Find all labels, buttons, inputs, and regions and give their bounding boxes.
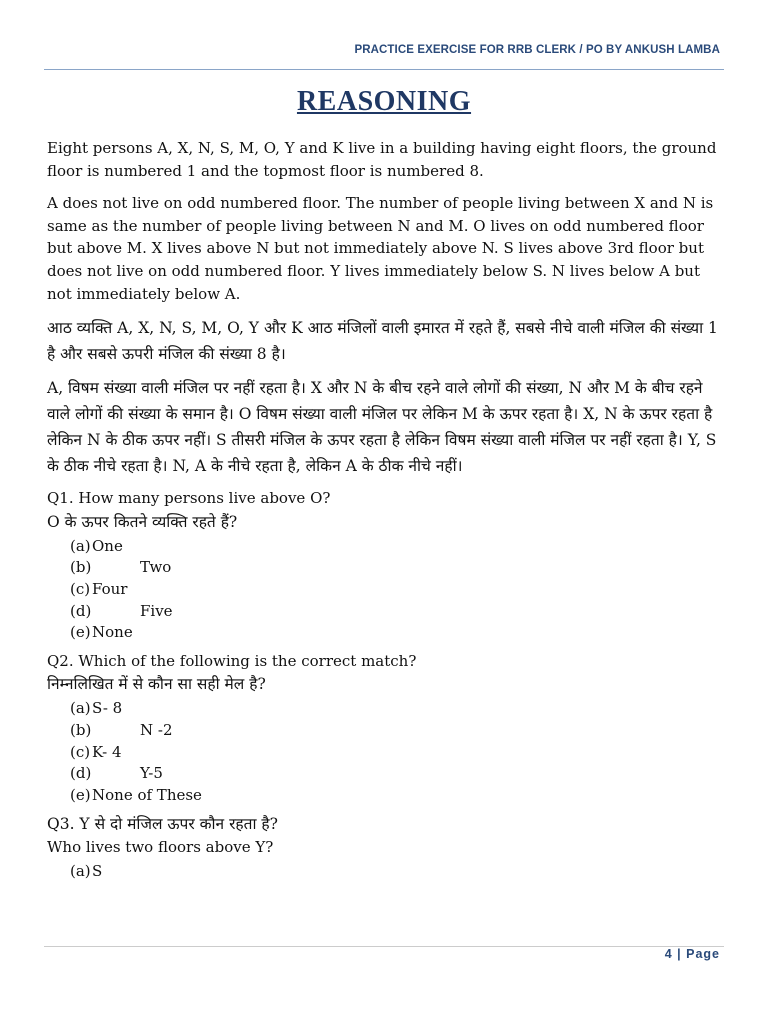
option-text: Five xyxy=(140,601,173,620)
option-item: (a) S xyxy=(70,861,727,883)
option-item: (d) Y-5 xyxy=(70,763,727,785)
option-item: (e) None of These xyxy=(70,785,727,807)
option-text: None of These xyxy=(92,785,202,804)
page-number: 4 xyxy=(664,947,673,961)
option-text: Two xyxy=(140,558,172,577)
option-text: Four xyxy=(92,579,128,598)
option-item: (b) N -2 xyxy=(70,720,727,742)
option-item: (a) One xyxy=(70,536,727,558)
page-title: REASONING xyxy=(296,86,472,117)
option-item: (b) Two xyxy=(70,557,727,579)
option-text: Y-5 xyxy=(140,764,163,783)
option-item: (c) Four xyxy=(70,579,727,601)
question-1-hi: O के ऊपर कितने व्यक्ति रहते हैं? xyxy=(47,512,238,531)
option-item: (a) S- 8 xyxy=(70,698,727,720)
question-1-options xyxy=(70,536,727,644)
option-item: (d) Five xyxy=(70,601,727,623)
page-footer xyxy=(44,947,720,961)
footer-separator: | xyxy=(677,947,682,961)
question-1-en: Q1. How many persons live above O? xyxy=(47,489,331,508)
intro-paragraph-hi: आठ व्यक्ति A, X, N, S, M, O, Y और K आठ मंजिलों वाली इमारत में रहते हैं, सबसे नीचे वाली मंजिल की संख्या 1 है और सबसे ऊपरी मंजिल की संख्या 8 है। xyxy=(47,319,718,364)
question-2-en: Q2. Which of the following is the correct match? xyxy=(47,651,417,670)
option-text: N -2 xyxy=(140,720,173,739)
document-body xyxy=(47,137,727,888)
intro-paragraph-en: Eight persons A, X, N, S, M, O, Y and K live in a building having eight floors, the ground floor is numbered 1 and the topmost floor is numbered 8. xyxy=(47,139,717,180)
question-2-hi: निम्नलिखित में से कौन सा सही मेल है? xyxy=(47,675,266,694)
option-text: None xyxy=(92,623,133,642)
option-text: K- 4 xyxy=(92,742,122,761)
option-text: S xyxy=(92,861,103,880)
option-text: S- 8 xyxy=(92,699,123,718)
page-header: PRACTICE EXERCISE FOR RRB CLERK / PO BY ANKUSH LAMBA xyxy=(354,44,720,56)
question-3-en: Who lives two floors above Y? xyxy=(47,838,274,857)
conditions-paragraph-en: A does not live on odd numbered floor. The number of people living between X and N is same as the number of people living between N and M. O lives on odd numbered floor but above M. X lives above N but not immediately above N. S lives above 3rd floor but does not live on odd numbered floor. Y lives immediately below S. N lives below A but not immediately below A. xyxy=(47,194,714,303)
question-3-options xyxy=(70,861,727,883)
header-divider xyxy=(44,69,724,70)
option-item: (e) None xyxy=(70,622,727,644)
option-text: One xyxy=(92,536,123,555)
question-3-hi: Q3. Y से दो मंजिल ऊपर कौन रहता है? xyxy=(47,815,278,834)
option-item: (c) K- 4 xyxy=(70,742,727,764)
page-word: Page xyxy=(686,947,720,961)
conditions-paragraph-hi: A, विषम संख्या वाली मंजिल पर नहीं रहता है। X और N के बीच रहने वाले लोगों की संख्या, N और M के बीच रहने वाले लोगों की संख्या के समान है। O विषम संख्या वाली मंजिल पर लेकिन M के ऊपर रहता है। X, N के ऊपर रहता है लेकिन N के ठीक ऊपर नहीं। S तीसरी मंजिल के ऊपर रहता है लेकिन विषम संख्या वाली मंजिल पर नहीं रहता है। Y, S के ठीक नीचे रहता है। N, A के नीचे रहता है, लेकिन A के ठीक नीचे नहीं। xyxy=(47,379,717,476)
question-2-options xyxy=(70,698,727,806)
